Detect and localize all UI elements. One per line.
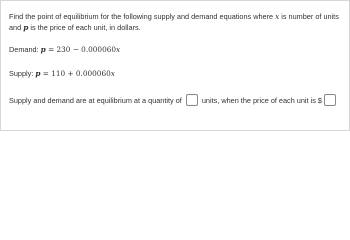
supply-quantity-variable: x <box>110 69 115 78</box>
supply-expression: = 110 + 0.000060 <box>40 69 111 78</box>
demand-price-variable: p <box>40 45 46 54</box>
variable-p: p <box>23 23 29 32</box>
supply-price-variable: p <box>35 69 41 78</box>
supply-label: Supply: <box>9 69 36 78</box>
variable-x: x <box>275 12 280 21</box>
answer-text-middle: units, when the price of each unit is $ <box>199 96 322 105</box>
answer-sentence <box>9 95 338 107</box>
quantity-input[interactable] <box>186 94 198 106</box>
demand-label: Demand: <box>9 45 41 54</box>
demand-expression: = 230 − 0.000060 <box>45 45 117 54</box>
intro-text-2: is number of units and <box>9 12 339 32</box>
demand-equation <box>9 45 120 55</box>
intro-text-1: Find the point of equilibrium for the following supply and demand equations where <box>9 12 276 21</box>
demand-quantity-variable: x <box>116 45 121 54</box>
price-input[interactable] <box>324 94 336 106</box>
answer-text-before: Supply and demand are at equilibrium at a quantity of <box>9 96 184 105</box>
problem-statement <box>9 11 341 33</box>
intro-text-3: is the price of each unit, in dollars. <box>28 23 141 32</box>
supply-equation <box>9 69 115 79</box>
